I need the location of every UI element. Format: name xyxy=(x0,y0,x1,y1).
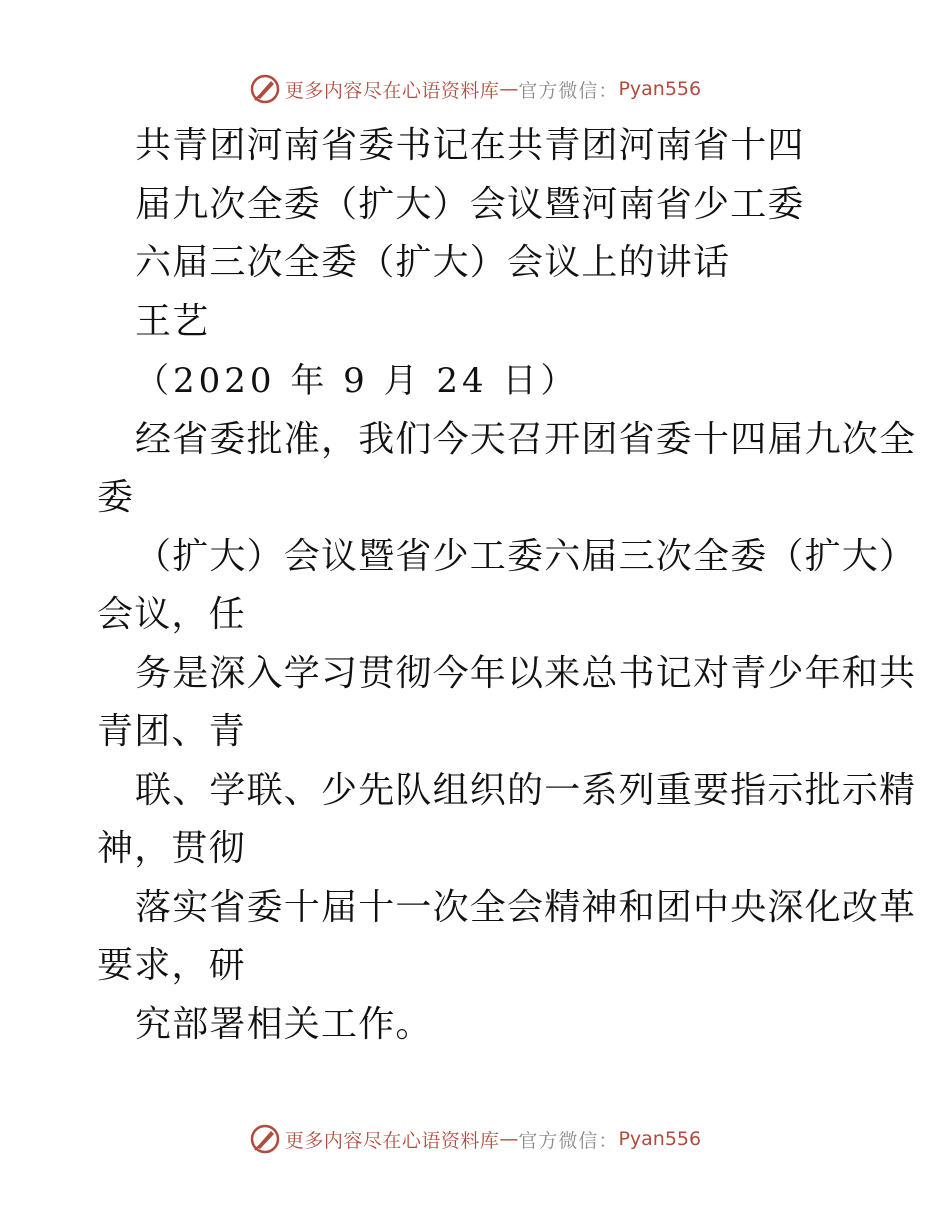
header-watermark xyxy=(0,72,950,106)
paragraph-line: 联、学联、少先队组织的一系列重要指示批示精 xyxy=(135,770,917,811)
quill-pen-logo-icon xyxy=(249,73,281,105)
watermark-official-label: 官方微信： xyxy=(518,1129,619,1152)
paragraph-line: 会议，任 xyxy=(97,594,246,635)
author-name: 王艺 xyxy=(135,301,210,342)
watermark-wechat-id: Pyan556 xyxy=(618,78,702,100)
watermark-separator: — xyxy=(499,78,519,100)
title-line-1: 共青团河南省委书记在共青团河南省十四 xyxy=(135,125,805,166)
quill-pen-logo-icon xyxy=(249,1123,281,1155)
paragraph-line: 究部署相关工作。 xyxy=(135,1004,433,1045)
paragraph-line: （扩大）会议暨省少工委六届三次全委（扩大） xyxy=(135,536,917,577)
watermark-wechat-id: Pyan556 xyxy=(618,1128,702,1150)
title-line-3: 六届三次全委（扩大）会议上的讲话 xyxy=(135,242,731,283)
watermark-separator: — xyxy=(499,1128,519,1150)
watermark-official-label: 官方微信： xyxy=(518,79,619,102)
paragraph-line: 落实省委十届十一次全会精神和团中央深化改革 xyxy=(135,887,917,928)
watermark-main-text: 更多内容尽在心语资料库 xyxy=(284,1129,500,1152)
paragraph-line: 神，贯彻 xyxy=(97,828,246,869)
paragraph-line: 要求，研 xyxy=(97,945,246,986)
title-line-2: 届九次全委（扩大）会议暨河南省少工委 xyxy=(135,184,805,225)
footer-watermark xyxy=(0,1122,950,1156)
speech-date: （2020 年 9 月 24 日） xyxy=(135,361,579,401)
watermark-main-text: 更多内容尽在心语资料库 xyxy=(284,79,500,102)
paragraph-line: 委 xyxy=(97,477,135,518)
paragraph-line: 经省委批准，我们今天召开团省委十四届九次全 xyxy=(135,419,917,460)
paragraph-line: 务是深入学习贯彻今年以来总书记对青少年和共 xyxy=(135,653,917,694)
paragraph-line: 青团、青 xyxy=(97,711,246,752)
